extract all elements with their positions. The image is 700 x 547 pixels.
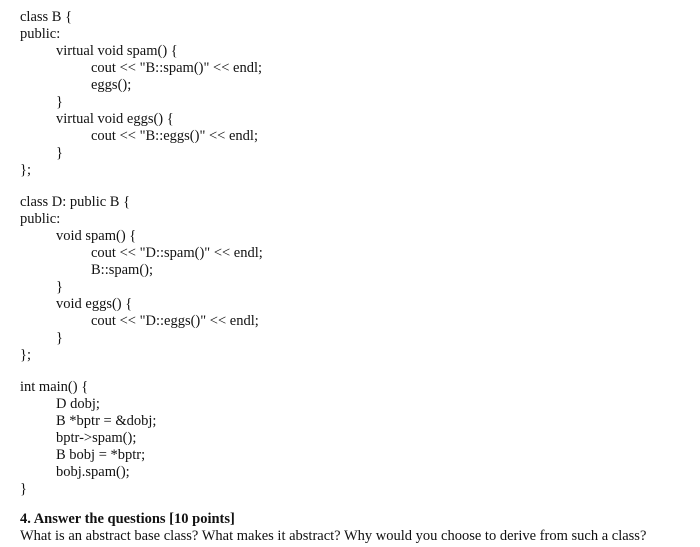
- code-line: B bobj = *bptr;: [56, 447, 146, 463]
- code-line: eggs();: [91, 77, 132, 93]
- code-line: bptr->spam();: [56, 430, 137, 446]
- code-line: D dobj;: [56, 396, 100, 412]
- code-line: cout << "B::spam()" << endl;: [91, 60, 262, 76]
- code-line: void spam() {: [56, 228, 137, 244]
- code-line: bobj.spam();: [56, 464, 130, 480]
- code-line: int main() {: [20, 379, 89, 395]
- code-line: }: [56, 279, 63, 295]
- code-line: class B {: [20, 9, 73, 25]
- question-text: What is an abstract base class? What makes it abstract? Why would you choose to derive from such a class?: [20, 528, 647, 544]
- code-line: }: [56, 94, 63, 110]
- code-line: };: [20, 347, 31, 363]
- code-line: cout << "B::eggs()" << endl;: [91, 128, 258, 144]
- code-line: }: [56, 145, 63, 161]
- code-line: B::spam();: [91, 262, 154, 278]
- code-line: virtual void spam() {: [56, 43, 178, 59]
- code-line: void eggs() {: [56, 296, 133, 312]
- code-line: virtual void eggs() {: [56, 111, 174, 127]
- code-line: public:: [20, 26, 61, 42]
- code-line: };: [20, 162, 31, 178]
- code-line: cout << "D::spam()" << endl;: [91, 245, 263, 261]
- question-heading: 4. Answer the questions [10 points]: [20, 511, 235, 527]
- code-line: B *bptr = &dobj;: [56, 413, 157, 429]
- code-line: }: [20, 481, 27, 497]
- code-line: cout << "D::eggs()" << endl;: [91, 313, 259, 329]
- code-line: class D: public B {: [20, 194, 131, 210]
- code-line: }: [56, 330, 63, 346]
- code-line: public:: [20, 211, 61, 227]
